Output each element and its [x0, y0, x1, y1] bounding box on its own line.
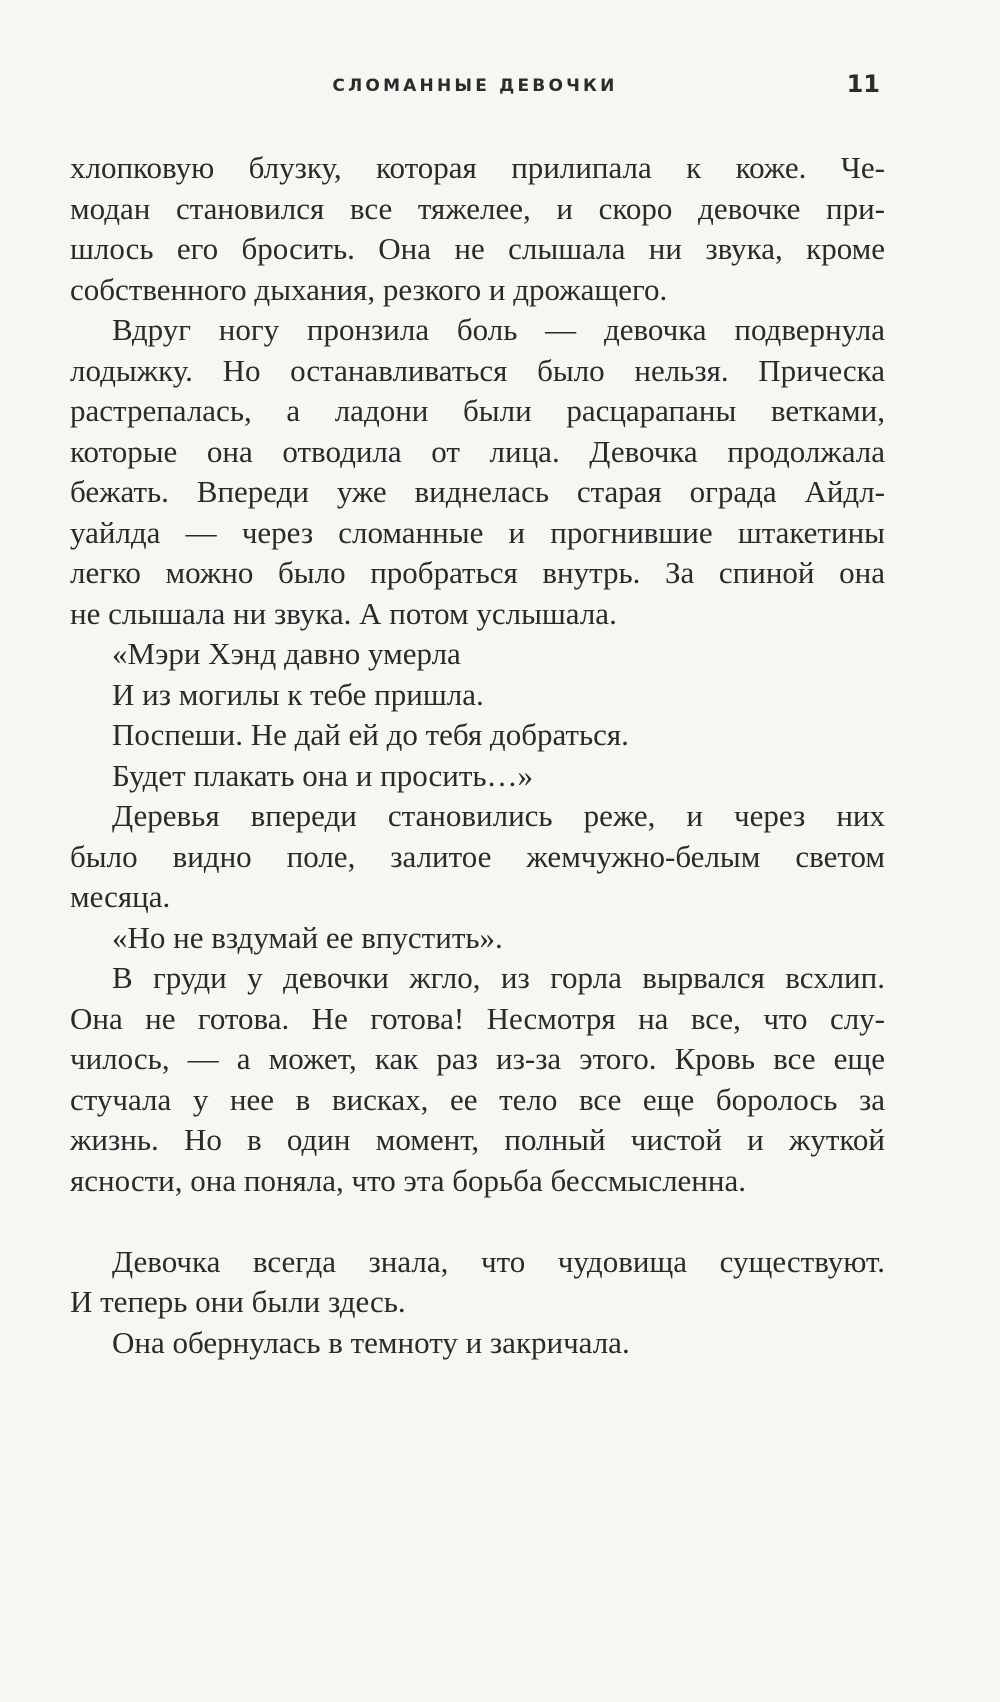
running-head — [70, 70, 880, 110]
text-line: собственного дыхания, резкого и дрожащего. — [70, 271, 668, 307]
text-line: хлопковую блузку, которая прилипала к коже. Че- — [70, 150, 885, 185]
page-number: 11 — [846, 70, 880, 98]
text-line: растрепалась, а ладони были расцарапаны ветками, — [70, 393, 885, 428]
text-line: было видно поле, залитое жемчужно-белым светом — [70, 838, 885, 874]
text-line: В груди у девочки жгло, из горла вырвался всхлип. — [112, 960, 885, 995]
text-line: которые она отводила от лица. Девочка продолжала — [70, 433, 885, 469]
text-line: месяца. — [70, 879, 171, 914]
text-line: бежать. Впереди уже виднелась старая ограда Айдл- — [70, 474, 885, 509]
text-line: Вдруг ногу пронзила боль — девочка подвернула — [112, 312, 885, 347]
text-line: шлось его бросить. Она не слышала ни звука, кроме — [70, 231, 885, 266]
text-line: чилось, — а может, как раз из-за этого. Кровь все еще — [70, 1041, 885, 1076]
text-line: стучала у нее в висках, ее тело все еще боролось за — [70, 1081, 885, 1117]
text-line: Девочка всегда знала, что чудовища существуют. — [112, 1243, 885, 1279]
text-line: Она обернулась в темноту и закричала. — [112, 1324, 630, 1360]
text-line: Деревья впереди становились реже, и через них — [112, 798, 885, 833]
verse-line: «Но не вздумай ее впустить». — [112, 919, 503, 955]
text-line: легко можно было пробраться внутрь. За спиной она — [70, 555, 885, 590]
text-line: модан становился все тяжелее, и скоро девочке при- — [70, 190, 885, 226]
verse-line: И из могилы к тебе пришла. — [112, 676, 484, 712]
text-line: уайлда — через сломанные и прогнившие штакетины — [70, 514, 885, 550]
verse-line: Будет плакать она и просить…» — [112, 757, 534, 793]
section-break — [70, 1201, 885, 1242]
text-line: ясности, она поняла, что эта борьба бессмысленна. — [70, 1162, 746, 1198]
text-line: не слышала ни звука. А потом услышала. — [70, 595, 617, 631]
text-line: Она не готова. Не готова! Несмотря на все, что слу- — [70, 1000, 885, 1036]
text-line: лодыжку. Но останавливаться было нельзя. Прическа — [70, 352, 885, 388]
body-text — [70, 148, 885, 1363]
text-line: И теперь они были здесь. — [70, 1284, 406, 1319]
verse-line: «Мэри Хэнд давно умерла — [112, 636, 461, 671]
text-line: жизнь. Но в один момент, полный чистой и жуткой — [70, 1122, 885, 1157]
verse-line: Поспеши. Не дай ей до тебя добраться. — [112, 717, 629, 752]
running-head-title: СЛОМАННЫЕ ДЕВОЧКИ — [332, 76, 618, 96]
